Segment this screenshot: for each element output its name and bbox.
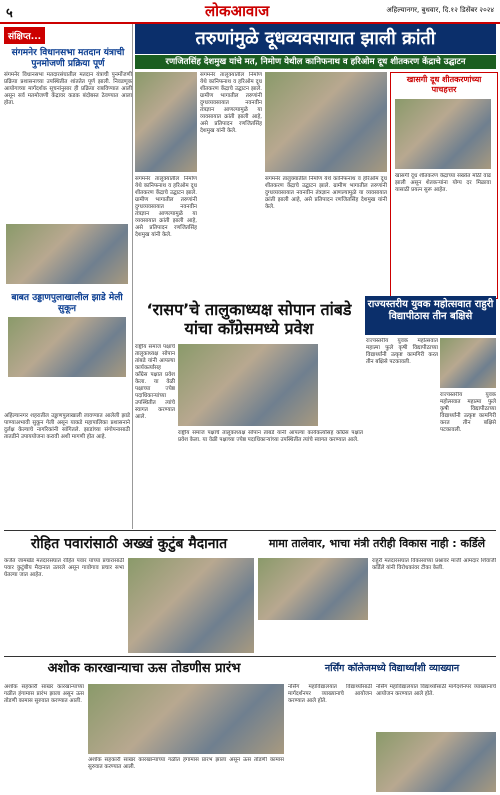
lead-subhead: रणजितसिंह देशमुख यांचे मत, निमोण येथील कानिफनाथ व हरिओम दूध शीतकरण केंद्राचे उद्घाटन bbox=[135, 55, 496, 69]
story3-body: राज्यस्तरीय युवक महोत्सवात महात्मा फुले कृषी विद्यापीठाच्या विद्यार्थ्यांनी उत्कृष्ट कामगिरी करत तीन बक्षिसे पटकावली. bbox=[366, 338, 438, 365]
story1-body: संगमनेर विधानसभा मतदारसंघातील मतदान यंत्राची पुनर्मोजणी प्रक्रिया प्रशासनाच्या उपस्थितीत शांततेत पूर्ण झाली. निवडणूक आयोगाच्या मार्गदर्शक सूचनांनुसार ही प्रक्रिया राबविण्यात आली असून सर्व मतमोजणी केंद्रावर कडक बंदोबस्त ठेवण्यात आला होता. bbox=[4, 72, 132, 106]
story2-photo bbox=[8, 317, 126, 377]
story4-body: कर्जत जामखेड मतदारसंघात रोहित पवार यांच्या प्रचारासाठी पवार कुटुंबीय मैदानात उतरले असून गावोगाव प्रचार सभा घेतल्या जात आहेत. bbox=[4, 558, 124, 578]
story3-headline: राज्यस्तरीय युवक महोत्सवात राहुरी विद्यापीठास तीन बक्षिसे bbox=[365, 296, 496, 335]
story4-headline: रोहित पवारांसाठी अख्खं कुटुंब मैदानात bbox=[30, 536, 228, 552]
story6-body-cont: अशोक सहकारी साखर कारखान्याच्या गळीत हंगामास प्रारंभ झाला असून ऊस तोडणी कामास सुरुवात करण्यात आली. bbox=[88, 757, 284, 770]
page-number: ५ bbox=[6, 6, 13, 21]
story6-photo bbox=[88, 684, 284, 754]
story2-body-cont: राष्ट्रीय समाज पक्षाचे तालुकाध्यक्ष सोपान तांबडे यांनी आपल्या कार्यकर्त्यांसह काँग्रेस पक्षात प्रवेश केला. या वेळी पक्षाच्या ज्येष्ठ पदाधिकाऱ्यांच्या उपस्थितीत त्यांचे स्वागत करण्यात आले. bbox=[178, 430, 363, 443]
story2-headline: ‘रासप’चे तालुकाध्यक्ष सोपान तांबडे यांचा काँग्रेसमध्ये प्रवेश bbox=[146, 300, 352, 338]
story3-body-cont: राज्यस्तरीय युवक महोत्सवात महात्मा फुले कृषी विद्यापीठाच्या विद्यार्थ्यांनी उत्कृष्ट कामगिरी करत तीन बक्षिसे पटकावली. bbox=[440, 392, 496, 433]
story2-photo bbox=[178, 344, 318, 426]
side-headline: खासगी दूध शीतकरणांच्या पाचहत्तर bbox=[406, 75, 482, 94]
story2-body: राष्ट्रीय समाज पक्षाचे तालुकाध्यक्ष सोपान तांबडे यांनी आपल्या कार्यकर्त्यांसह काँग्रेस पक्षात प्रवेश केला. या वेळी पक्षाच्या ज्येष्ठ पदाधिकाऱ्यांच्या उपस्थितीत त्यांचे स्वागत करण्यात आले. bbox=[135, 344, 175, 420]
divider-2 bbox=[4, 656, 496, 657]
story7-photo bbox=[376, 732, 496, 792]
side-box bbox=[390, 72, 498, 299]
story7-body: नर्सिंग महाविद्यालयात विद्यार्थ्यांसाठी मार्गदर्शनपर व्याख्यानाचे आयोजन करण्यात आले होते. bbox=[288, 684, 372, 704]
story2-headline: बाबत उड्डाणपुलाखालील झाडे मेली सुकून bbox=[11, 293, 123, 314]
lead-body-col2: संगमनेर तालुक्यातील निमोण येथे कानिफनाथ व हरिओम दूध शीतकरण केंद्राचे उद्घाटन झाले. ग्रामीण भागातील तरुणांनी दुग्धव्यवसायात नवनवीन तंत्रज्ञान आणल्यामुळे या व्यवसायात क्रांती झाली आहे, असे प्रतिपादन रणजितसिंह देशमुख यांनी केले. bbox=[265, 176, 387, 210]
side-body: खासगी दूध शीतकरण केंद्रांच्या संख्येत मोठी वाढ झाली असून शेतकऱ्यांना योग्य दर मिळावा यासाठी प्रयत्न सुरू आहेत. bbox=[395, 173, 491, 193]
story1-photo bbox=[6, 224, 128, 284]
divider bbox=[4, 530, 496, 531]
story5-headline: मामा तालेवार, भाचा मंत्री तरीही विकास नाही : कर्डिले bbox=[268, 537, 486, 550]
brand-logo: लोकआवाज bbox=[205, 2, 270, 20]
left-column bbox=[4, 24, 133, 529]
story2-body: अहिल्यानगर शहरातील उड्डाणपुलाखाली लावण्यात आलेली झाडे पाण्याअभावी सुकून गेली असून याकडे महापालिका प्रशासनाने दुर्लक्ष केल्याचे नागरिकांनी सांगितले. झाडांच्या संगोपनासाठी तातडीने उपाययोजना करावी अशी मागणी होत आहे. bbox=[4, 413, 130, 440]
story7-headline: नर्सिंग कॉलेजमध्ये विद्यार्थ्यांशी व्याख्यान bbox=[324, 663, 460, 674]
story3-photo bbox=[440, 338, 496, 388]
story6-headline: अशोक कारखान्याचा ऊस तोडणीस प्रारंभ bbox=[47, 661, 241, 676]
lead-body-col0: संगमनेर तालुक्यातील निमोण येथे कानिफनाथ व हरिओम दूध शीतकरण केंद्राचे उद्घाटन झाले. ग्रामीण भागातील तरुणांनी दुग्धव्यवसायात नवनवीन तंत्रज्ञान आणल्यामुळे या व्यवसायात क्रांती झाली आहे, असे प्रतिपादन रणजितसिंह देशमुख यांनी केले. bbox=[135, 176, 197, 238]
brief-tag: संक्षिप्त... bbox=[4, 27, 45, 44]
lead-headline: तरुणांमुळे दूधव्यवसायात झाली क्रांती bbox=[135, 24, 496, 54]
lead-body-col1: संगमनेर तालुक्यातील निमोण येथे कानिफनाथ व हरिओम दूध शीतकरण केंद्राचे उद्घाटन झाले. ग्रामीण भागातील तरुणांनी दुग्धव्यवसायात नवनवीन तंत्रज्ञान आणल्यामुळे या व्यवसायात क्रांती झाली आहे, असे प्रतिपादन रणजितसिंह देशमुख यांनी केले. bbox=[200, 72, 262, 134]
lead-photo-portrait bbox=[135, 72, 197, 172]
story1-headline: संगमनेर विधानसभा मतदान यंत्राची पुनमोजणी प्रक्रिया पूर्ण bbox=[11, 48, 125, 69]
story4-photo bbox=[128, 558, 254, 653]
side-photo bbox=[395, 99, 491, 169]
story5-body: राहुरी मतदारसंघात विकासाच्या प्रश्नावर माजी आमदार शिवाजी कर्डिले यांनी विरोधकांवर टीका केली. bbox=[372, 558, 496, 571]
edition-date: अहिल्यानगर, बुधवार, दि.१२ डिसेंबर २०२४ bbox=[386, 6, 494, 14]
lead-photo-event bbox=[265, 72, 387, 172]
page-header bbox=[0, 0, 500, 24]
story6-body: अशोक सहकारी साखर कारखान्याच्या गळीत हंगामास प्रारंभ झाला असून ऊस तोडणी कामास सुरुवात करण्यात आली. bbox=[4, 684, 84, 704]
story7-body-cont: नर्सिंग महाविद्यालयात विद्यार्थ्यांसाठी मार्गदर्शनपर व्याख्यानाचे आयोजन करण्यात आले होते. bbox=[376, 684, 496, 697]
story5-photo bbox=[258, 558, 368, 620]
